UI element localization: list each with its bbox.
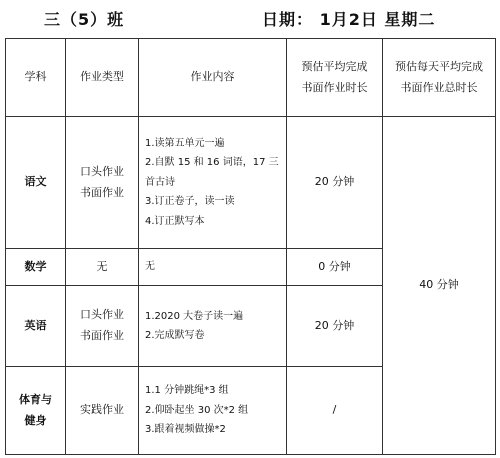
content-item: 2.完成默写卷: [145, 330, 205, 341]
time-cell: 20 分钟: [287, 117, 383, 249]
header-subject: 学科: [6, 39, 66, 117]
type-cell: [66, 117, 139, 249]
table-row: [6, 117, 496, 249]
type-line: 口头作业: [80, 164, 124, 178]
subject-line: 体育与: [19, 392, 52, 406]
header-total-time: [383, 39, 496, 117]
time-cell: /: [287, 367, 383, 455]
subject-cell: 英语: [6, 286, 66, 367]
header-estimated-time-line2: 书面作业时长: [301, 80, 368, 94]
time-cell: 0 分钟: [287, 249, 383, 286]
type-cell: 无: [66, 249, 139, 286]
type-line: 口头作业: [80, 308, 124, 322]
header-estimated-time-line1: 预估平均完成: [301, 59, 368, 73]
subject-line: 健身: [24, 413, 47, 427]
content-item: 2.自默 15 和 16 词语，17 三首古诗: [145, 157, 279, 188]
type-line: 书面作业: [80, 329, 124, 342]
subject-cell: [6, 367, 66, 455]
page-header: [0, 0, 500, 36]
content-cell: [139, 286, 287, 367]
time-cell: 20 分钟: [287, 286, 383, 367]
header-total-time-line2: 书面作业总时长: [400, 80, 478, 94]
type-cell: 实践作业: [66, 367, 139, 455]
header-content: 作业内容: [139, 39, 287, 117]
content-item: 3.跟着视频做操*2: [145, 424, 226, 436]
content-cell: [139, 117, 287, 249]
content-item: 3.订正卷子，读一读: [145, 196, 235, 208]
type-line: 书面作业: [80, 185, 124, 199]
content-item: 1.2020 大卷子读一遍: [145, 310, 244, 322]
content-item: 1.读第五单元一遍: [145, 137, 225, 149]
content-item: 1.1 分钟跳绳*3 组: [145, 385, 229, 397]
homework-table: [5, 38, 496, 455]
content-item: 4.订正默写本: [145, 215, 205, 227]
content-item: 2.仰卧起坐 30 次*2 组: [145, 404, 249, 416]
date-line: 日期： 1月2日 星期二: [262, 10, 436, 29]
subject-cell: 语文: [6, 117, 66, 249]
header-type: 作业类型: [66, 39, 139, 117]
type-cell: [66, 286, 139, 367]
class-name: 三（5）班: [44, 10, 125, 29]
total-time-cell: 40 分钟: [383, 117, 496, 455]
content-cell: [139, 367, 287, 455]
content-cell: 无: [139, 249, 287, 286]
table-header-row: [6, 39, 496, 117]
header-estimated-time: [287, 39, 383, 117]
subject-cell: 数学: [6, 249, 66, 286]
header-total-time-line1: 预估每天平均完成: [395, 59, 483, 73]
